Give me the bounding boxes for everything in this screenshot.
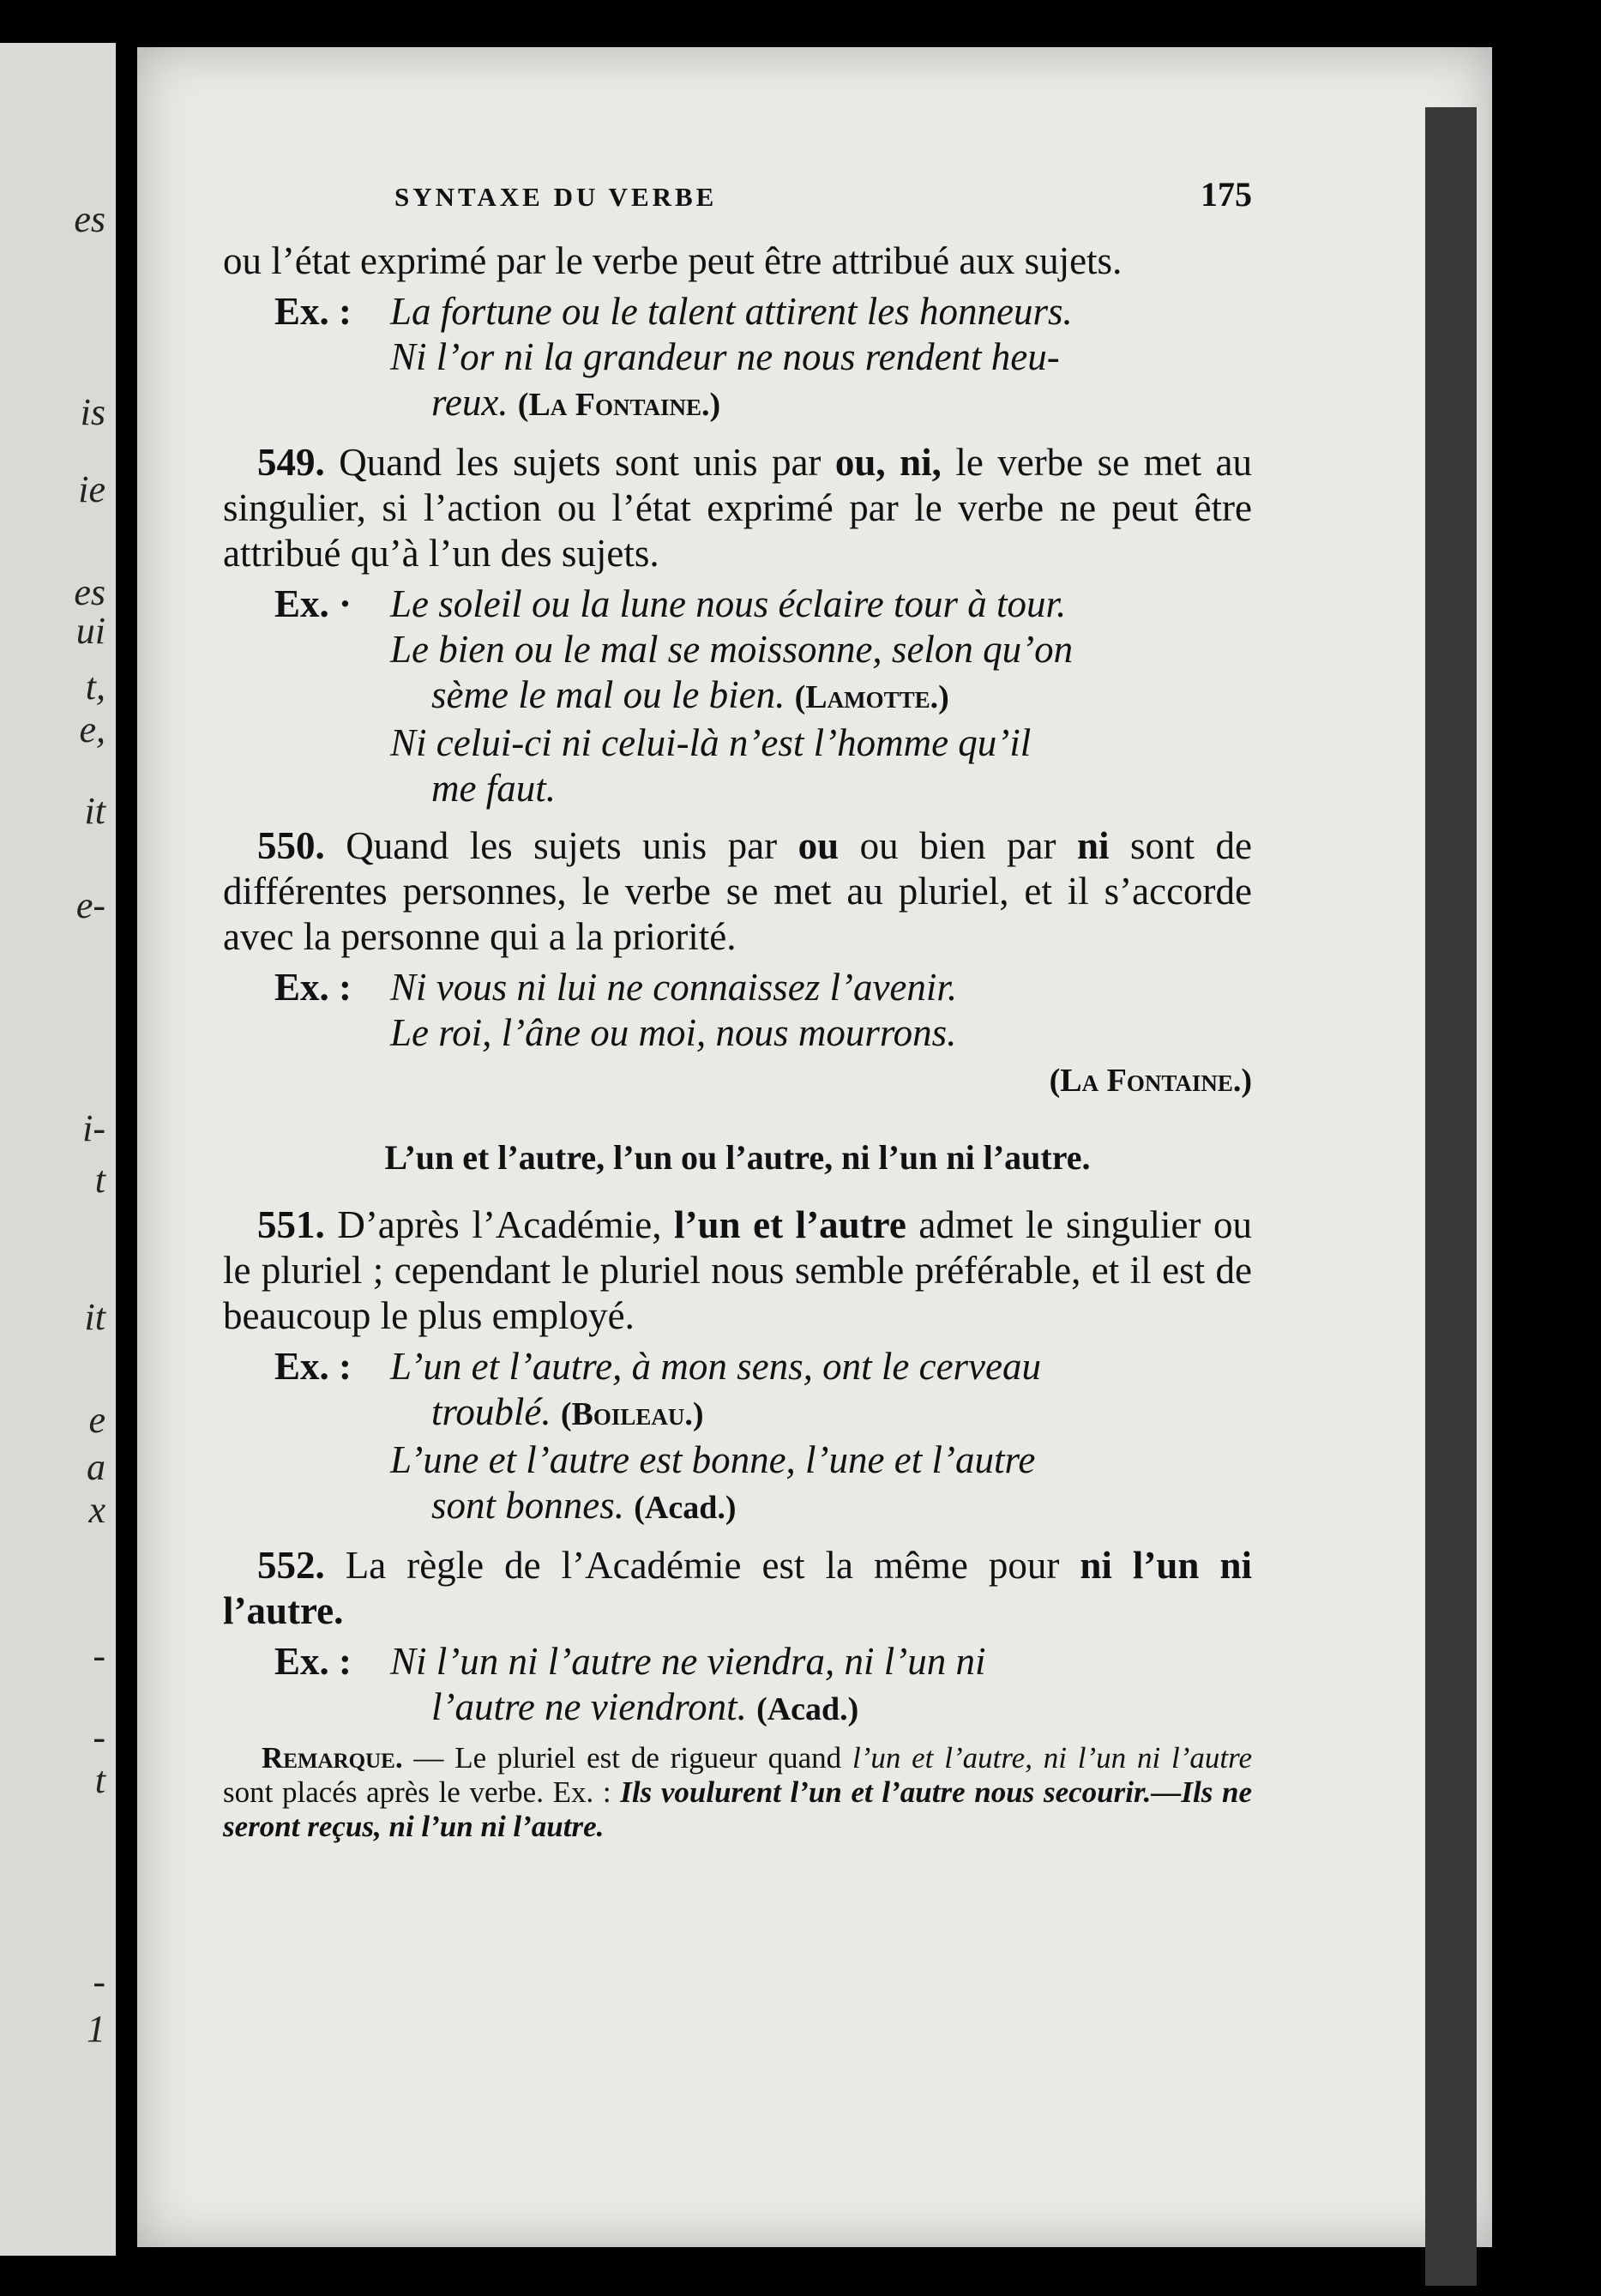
running-title: SYNTAXE DU VERBE [394,182,718,212]
example-3 [274,965,1252,1104]
paragraph-550: 550. Quand les sujets unis par ou ou bien par ni sont de différentes personnes, le verbe se met au pluriel, et il s’accorde avec la personne qui a la priorité. [223,824,1252,958]
left-page-fragment: a [87,1446,105,1488]
example-line: La fortune ou le talent attirent les honneurs. [390,290,1073,333]
left-page-fragment: e- [75,884,105,926]
source-citation: (Lamotte.) [794,679,949,715]
paragraph-552: 552. La règle de l’Académie est la même pour ni l’un ni l’autre. [223,1544,1252,1632]
left-page-fragment: t [94,1759,105,1801]
paragraph-number: 551. [257,1203,325,1246]
example-line: me faut. [431,767,556,810]
left-page-fragment: it [84,790,105,832]
example-label: Ex. : [274,966,352,1009]
left-page-fragment: x [88,1489,105,1531]
paragraph-549: 549. Quand les sujets sont unis par ou, ni, le verbe se met au singulier, si l’action ou l’état exprimé par le verbe ne peut être attribué qu’à l’un des sujets. [223,441,1252,575]
example-2 [274,582,1252,811]
page-edge-shadow [1425,107,1477,2286]
left-page-fragment: ie [78,468,105,510]
source-citation: (Acad.) [756,1691,859,1727]
source-citation: (Acad.) [634,1490,737,1526]
page-content [223,172,1252,1844]
example-line: reux. (La Fontaine.) [431,381,721,424]
example-line: Le bien ou le mal se moissonne, selon qu’on [390,628,1074,671]
page-number: 175 [1201,175,1252,214]
source-citation: (La Fontaine.) [1049,1063,1252,1099]
left-page-fragment: 1 [87,2008,105,2050]
remark-note: Remarque. — Le pluriel est de rigueur quand l’un et l’autre, ni l’un ni l’autre sont placés après le verbe. Ex. : Ils voulurent l’un et l’autre nous secourir.—Ils ne seront reçus, ni l’un ni l’autre. [223,1741,1253,1843]
left-page-edge [0,43,116,2256]
left-page-fragment: t, [85,666,105,708]
example-label: Ex. : [274,1640,352,1683]
example-line: Le roi, l’âne ou moi, nous mourrons. [390,1011,957,1054]
example-label: Ex. · [274,582,352,625]
running-header [394,172,1252,220]
left-page-fragment: es [74,198,105,240]
left-page-fragment: is [80,391,105,433]
section-heading: L’un et l’autre, l’un ou l’autre, ni l’un ni l’autre. [384,1138,1091,1177]
intro-paragraph: ou l’état exprimé par le verbe peut être attribué aux sujets. [223,239,1123,282]
left-page-fragment: e [88,1399,105,1441]
left-page-fragment: ui [75,610,105,652]
example-line: sème le mal ou le bien. (Lamotte.) [431,673,949,716]
left-page-fragment: t [94,1159,105,1201]
example-line: Ni vous ni lui ne connaissez l’avenir. [390,966,958,1009]
example-label: Ex. : [274,1345,352,1388]
example-line: Le soleil ou la lune nous éclaire tour à tour. [390,582,1067,625]
example-1 [274,289,1252,428]
example-line: L’une et l’autre est bonne, l’une et l’autre [390,1438,1036,1481]
left-page-fragment: - [93,1716,105,1758]
example-line: Ni celui-ci ni celui-là n’est l’homme qu’il [390,721,1032,764]
paragraph-551: 551. D’après l’Académie, l’un et l’autre admet le singulier ou le pluriel ; cependant le pluriel nous semble préférable, et il est de beaucoup le plus employé. [223,1203,1253,1337]
example-line: sont bonnes. (Acad.) [431,1484,737,1527]
left-page-fragment: e, [79,708,105,750]
left-page-fragment: i- [82,1107,105,1149]
source-citation: (La Fontaine.) [517,387,721,423]
example-line: L’un et l’autre, à mon sens, ont le cerveau [390,1345,1042,1388]
example-4 [274,1344,1252,1531]
paragraph-number: 550. [257,824,325,867]
example-line: troublé. (Boileau.) [431,1390,704,1433]
left-page-fragment: es [74,571,105,613]
left-page-fragment: it [84,1296,105,1338]
example-label: Ex. : [274,290,352,333]
left-page-fragment: - [93,1635,105,1677]
paragraph-number: 549. [257,441,325,484]
example-line: l’autre ne viendront. (Acad.) [431,1685,859,1728]
example-line: Ni l’un ni l’autre ne viendra, ni l’un ni [390,1640,986,1683]
source-citation: (Boileau.) [560,1396,704,1432]
left-page-fragment: - [93,1961,105,2003]
example-5 [274,1639,1252,1733]
example-line: Ni l’or ni la grandeur ne nous rendent heu- [390,335,1060,378]
paragraph-number: 552. [257,1544,325,1587]
